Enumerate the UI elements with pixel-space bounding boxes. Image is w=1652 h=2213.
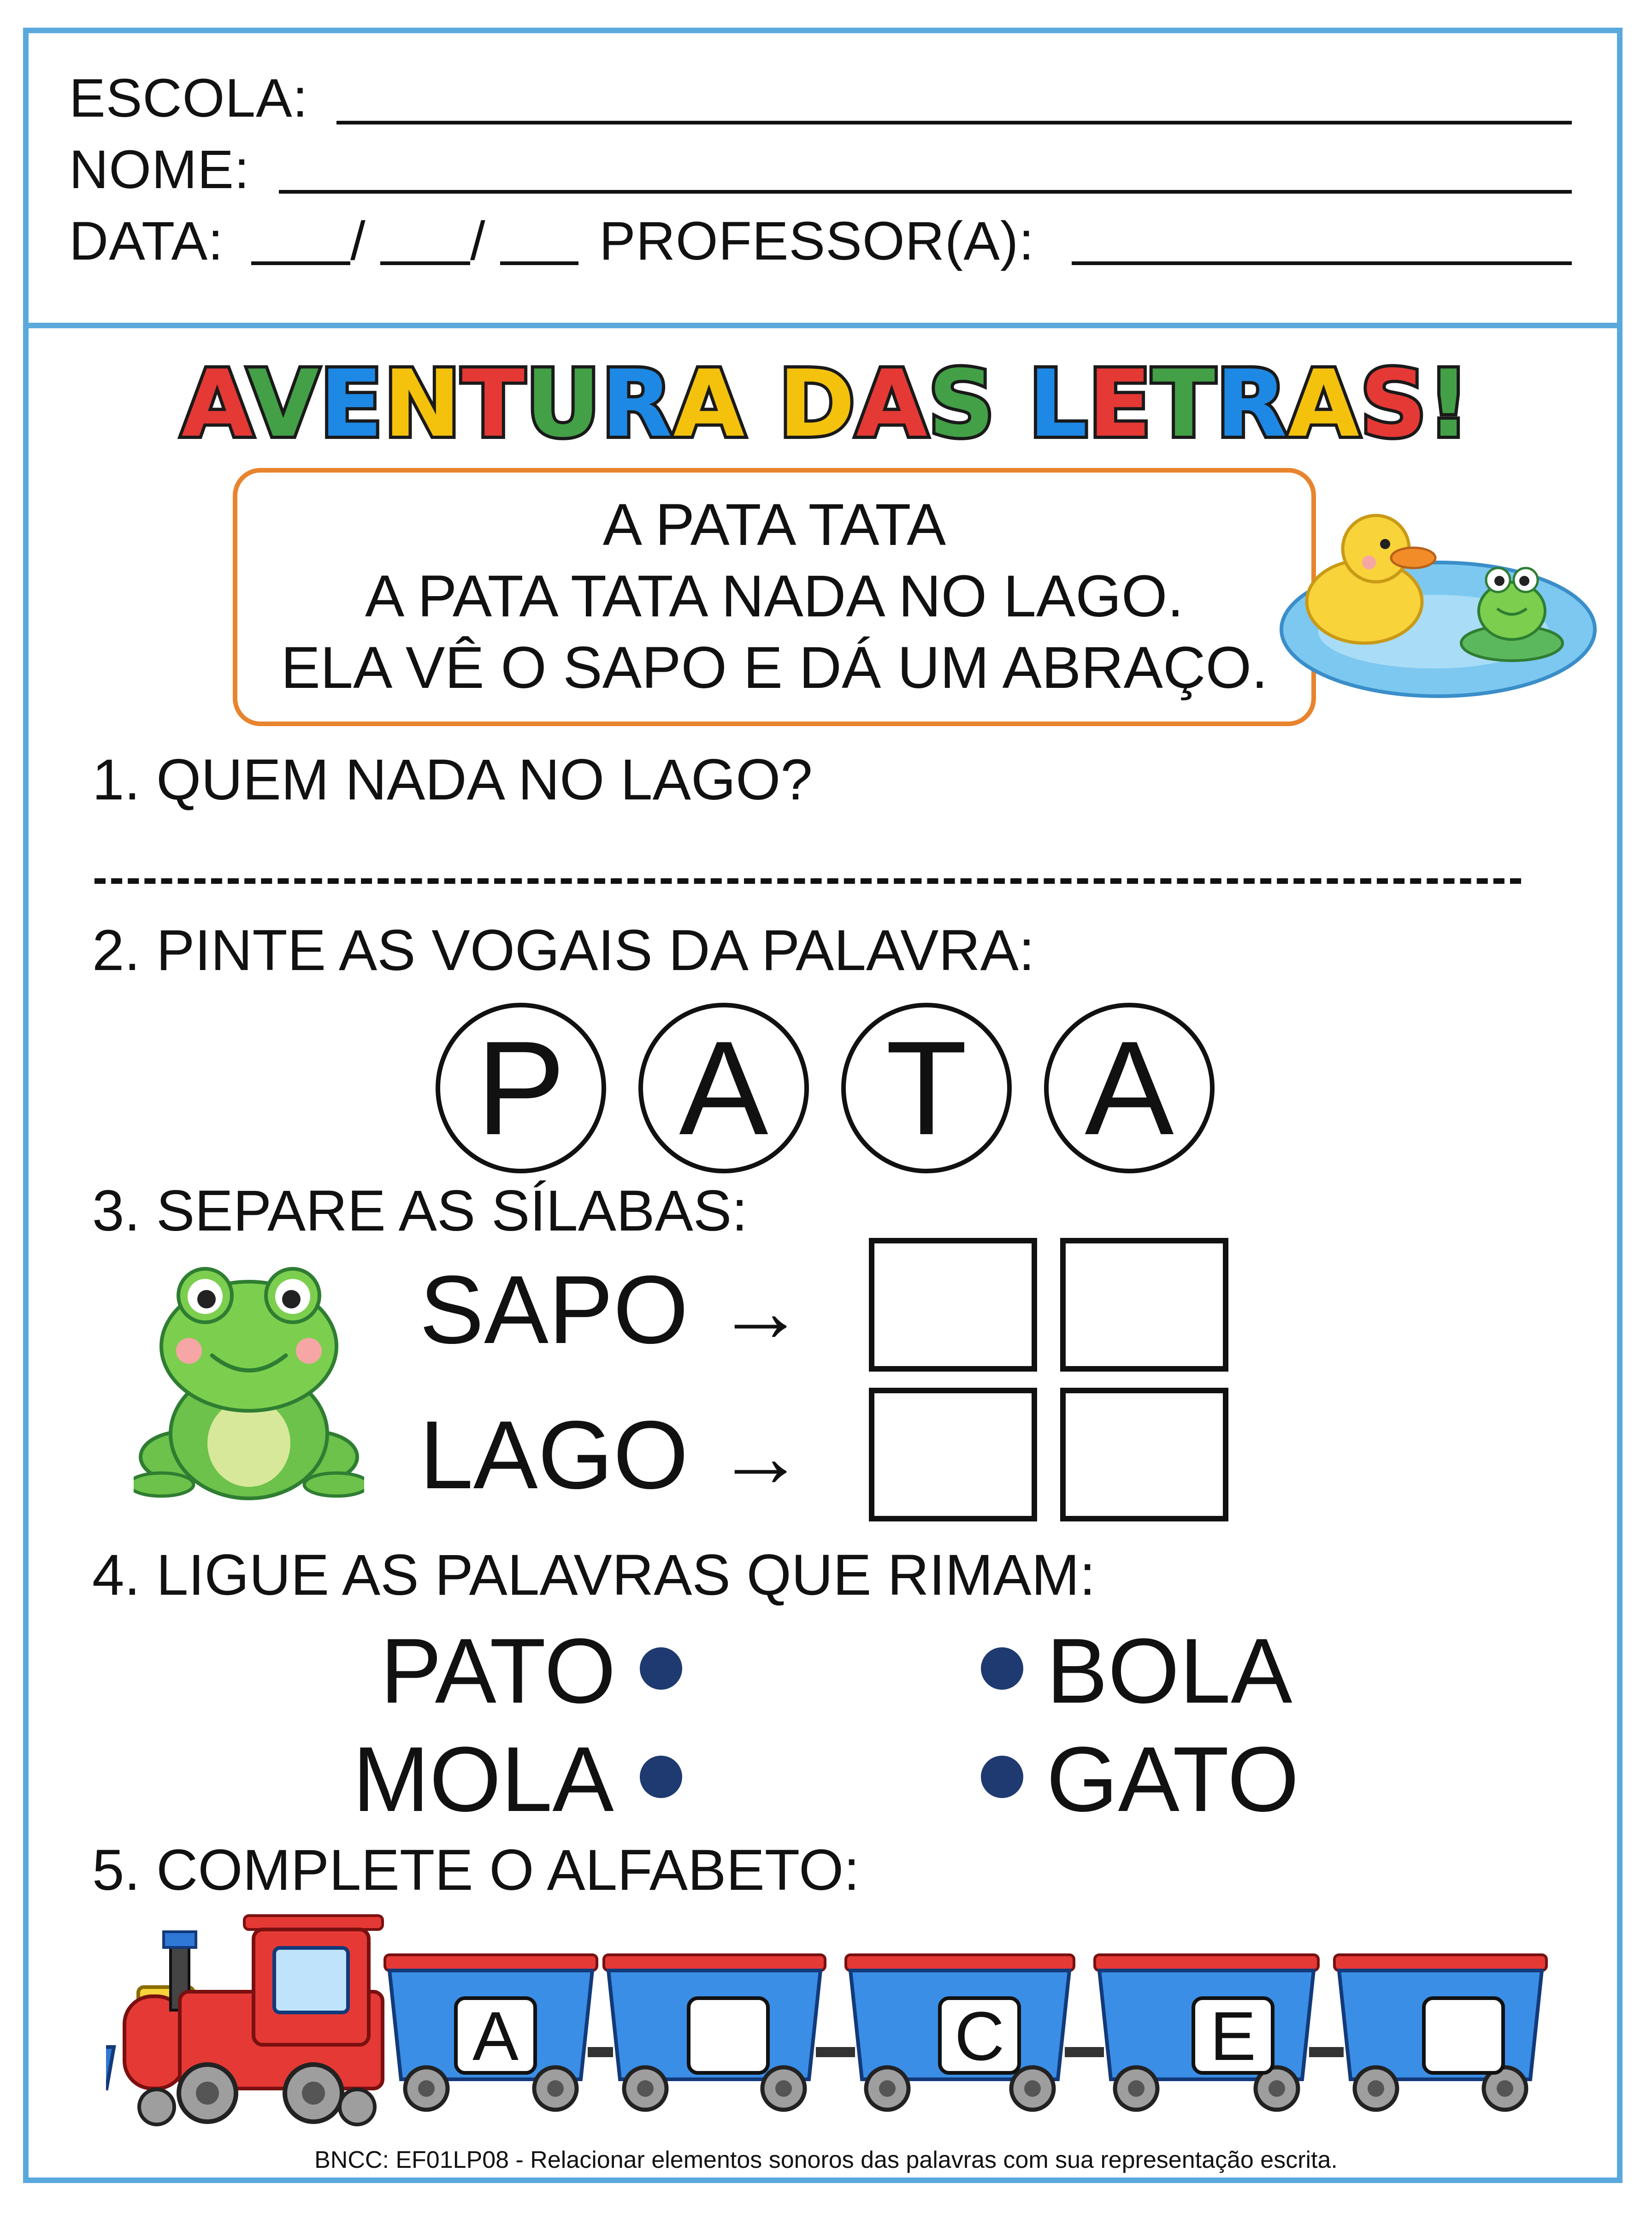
bncc-footer: BNCC: EF01LP08 - Relacionar elementos sonoros das palavras com sua representação escrita. [314,2147,1338,2173]
title-letter: V [248,350,320,458]
title-letter: U [525,350,602,458]
rhyme-word-pato: PATO [380,1620,616,1722]
title-letter: R [1216,350,1288,458]
professor-label: PROFESSOR(A): [599,211,1034,272]
question-3: 3. SEPARE AS SÍLABAS: [92,1179,748,1243]
wagon-roof [1334,1955,1546,1970]
nome-label: NOME: [69,139,250,200]
title-letter: D [779,350,856,458]
title-letter: A [1288,350,1360,458]
syllable-word-lago: LAGO [419,1401,689,1509]
question-4: 4. LIGUE AS PALAVRAS QUE RIMAM: [92,1543,1096,1607]
wheel-hub [547,2080,564,2097]
wheel-hub [879,2080,896,2097]
title-letter: A [181,350,248,458]
wagon-roof [846,1955,1074,1970]
title-letter: ! [1427,350,1471,458]
arrow-icon: → [717,1408,804,1505]
wheel-hub [1024,2080,1041,2097]
letter-circle-a[interactable]: A [1044,1003,1215,1173]
wheel-hub [775,2080,792,2097]
date-slash-1: / [350,211,366,272]
wheel-hub [1268,2080,1285,2097]
title-letter: T [1152,350,1216,458]
question-2: 2. PINTE AS VOGAIS DA PALAVRA: [92,918,1035,982]
rhyme-word-bola: BOLA [1046,1620,1292,1722]
wagon-letter-blank[interactable] [687,1996,770,2075]
title-letter: E [319,350,384,458]
title-letter: T [461,350,526,458]
wagon-letter: E [1192,1996,1274,2075]
syllable-word-sapo: SAPO [419,1255,689,1364]
title-letter: N [384,350,462,458]
rhyme-word-gato: GATO [1046,1728,1299,1831]
wheel-hub [637,2080,654,2097]
letter-circle-p[interactable]: P [436,1003,606,1173]
wagon-coupler [816,2047,855,2057]
wagon-letter-blank[interactable] [1422,1996,1505,2075]
wagon-roof [604,1955,825,1970]
wagon-coupler [1065,2047,1104,2057]
wheel-hub [418,2080,435,2097]
wagon-letter: C [938,1996,1021,2075]
wheel-hub [1368,2080,1384,2097]
question-1: 1. QUEM NADA NO LAGO? [92,748,813,812]
wagon-coupler [588,2047,613,2057]
date-slash-2: / [470,211,486,272]
question-5: 5. COMPLETE O ALFABETO: [92,1838,860,1902]
wagon-roof [1095,1955,1318,1970]
escola-label: ESCOLA: [69,68,308,129]
story-line-3: ELA VÊ O SAPO E DÁ UM ABRAÇO. [281,635,1268,701]
title-letter: A [673,350,746,458]
wagon-roof [385,1955,597,1970]
wagon-letter: A [454,1996,537,2075]
title-letter: S [928,350,996,458]
title-letter: E [1088,350,1152,458]
letter-circle-a[interactable]: A [638,1003,809,1173]
title-letter: A [856,350,928,458]
rhyme-word-mola: MOLA [353,1728,614,1831]
wheel-hub [1497,2080,1513,2097]
letter-circle-t[interactable]: T [841,1003,1012,1173]
wheel-hub [1128,2080,1145,2097]
title-letter: L [1028,350,1089,458]
wagon-coupler [1309,2047,1344,2057]
arrow-icon: → [717,1262,804,1360]
story-line-1: A PATA TATA [602,492,946,558]
story-line-2: A PATA TATA NADA NO LAGO. [365,563,1184,629]
title-letter: R [601,350,673,458]
title-letter: S [1360,350,1428,458]
data-label: DATA: [69,211,224,272]
